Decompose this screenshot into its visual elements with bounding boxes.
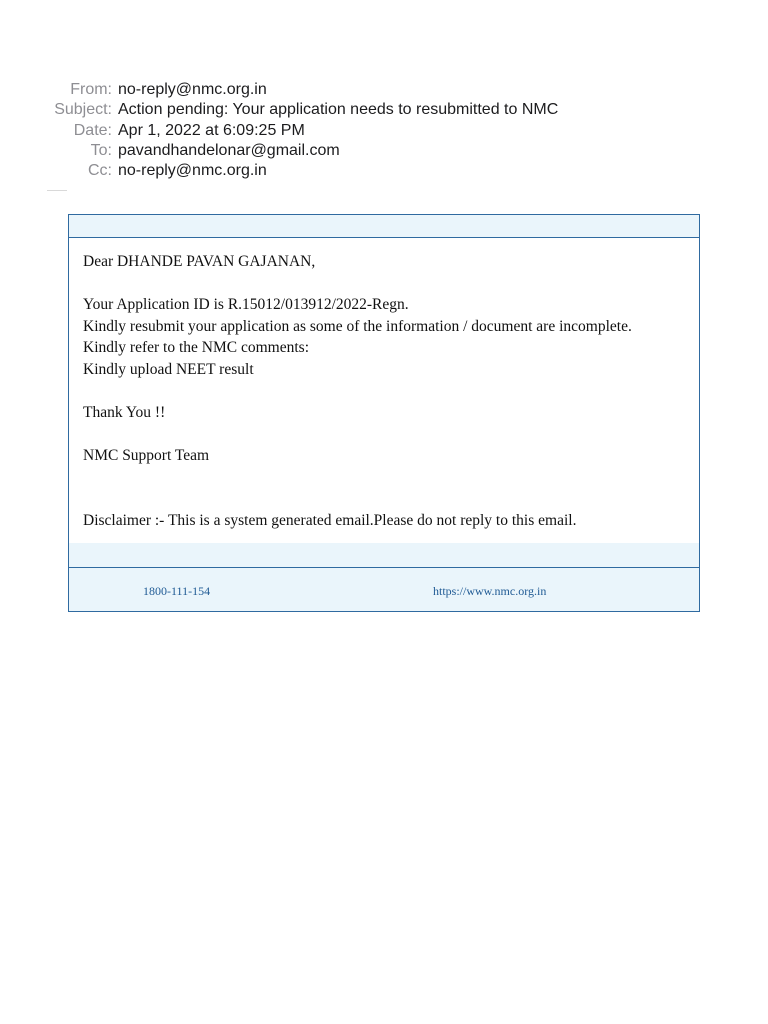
mid-band [69, 543, 699, 567]
cc-row [0, 161, 768, 181]
from-row [0, 80, 768, 100]
to-label: To: [90, 141, 112, 159]
greeting: Dear DHANDE PAVAN GAJANAN, [83, 253, 316, 270]
application-id-line: Your Application ID is R.15012/013912/2022-Regn. [83, 296, 409, 314]
comment-line: Kindly upload NEET result [83, 360, 254, 378]
email-body-card [68, 214, 700, 612]
resubmit-line: Kindly resubmit your application as some of the information / document are incomplete. [83, 317, 632, 335]
header-divider [47, 190, 67, 191]
email-headers [0, 80, 768, 181]
support-phone[interactable]: 1800-111-154 [143, 584, 211, 598]
subject-row [0, 100, 768, 120]
cc-address[interactable]: no-reply@nmc.org.in [118, 162, 267, 180]
date-label: Date: [73, 121, 112, 139]
date-row [0, 121, 768, 141]
disclaimer: Disclaimer :- This is a system generated email.Please do not reply to this email. [83, 512, 577, 530]
signature: NMC Support Team [83, 447, 210, 465]
subject-label: Subject: [54, 101, 112, 119]
footer-bar [69, 567, 699, 611]
to-row [0, 141, 768, 161]
top-band [69, 215, 699, 238]
thanks-line: Thank You !! [83, 404, 166, 422]
from-address[interactable]: no-reply@nmc.org.in [118, 81, 267, 98]
refer-line: Kindly refer to the NMC comments: [83, 339, 309, 357]
date-text: Apr 1, 2022 at 6:09:25 PM [118, 121, 305, 139]
to-address[interactable]: pavandhandelonar@gmail.com [118, 141, 340, 159]
cc-label: Cc: [88, 162, 112, 180]
subject-text: Action pending: Your application needs to resubmitted to NMC [118, 101, 559, 119]
from-label: From: [70, 81, 112, 98]
message-body [83, 251, 691, 532]
website-link[interactable]: https://www.nmc.org.in [433, 584, 547, 598]
